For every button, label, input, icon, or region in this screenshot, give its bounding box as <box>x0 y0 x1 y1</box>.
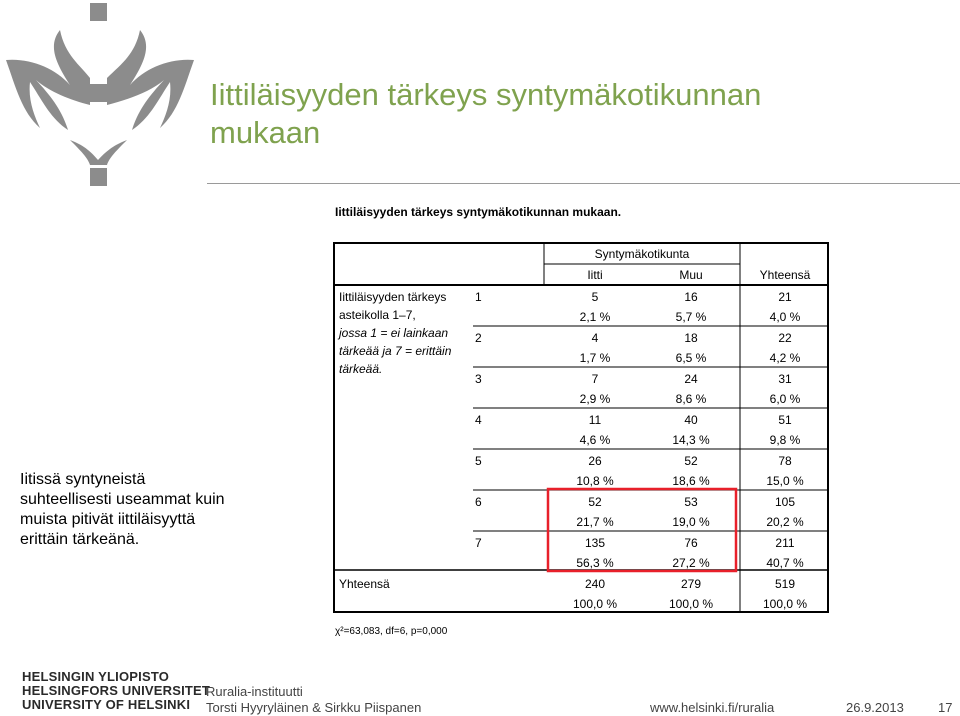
cell-iitti-pct: 1,7 % <box>579 351 611 365</box>
university-wordmark <box>22 670 210 712</box>
slide-title <box>210 76 930 152</box>
cell-muu-count: 18 <box>684 331 698 345</box>
university-name-sv: HELSINGFORS UNIVERSITET <box>22 683 211 698</box>
cell-iitti-count: 52 <box>588 495 602 509</box>
total-iitti-pct: 100,0 % <box>572 597 618 611</box>
chi-square-note: χ²=63,083, df=6, p=0,000 <box>335 626 448 637</box>
cell-total-pct: 4,0 % <box>769 310 801 324</box>
side-text-line: Iitissä syntyneistä <box>20 471 146 488</box>
col-header-iitti: Iitti <box>587 268 603 282</box>
total-total-pct: 100,0 % <box>762 597 808 611</box>
row-label-line: jossa 1 = ei lainkaan <box>339 326 449 340</box>
group-header: Syntymäkotikunta <box>594 247 690 261</box>
scale-value: 5 <box>475 454 482 468</box>
footer-url: www.helsinki.fi/ruralia <box>650 700 775 715</box>
total-total-count: 519 <box>774 577 796 591</box>
cell-muu-pct: 18,6 % <box>672 474 710 488</box>
side-text <box>20 470 250 550</box>
side-text-line: suhteellisesti useammat kuin <box>20 491 225 508</box>
cell-total-count: 31 <box>778 372 792 386</box>
cell-iitti-count: 26 <box>588 454 602 468</box>
cell-muu-count: 52 <box>684 454 698 468</box>
cell-muu-pct: 27,2 % <box>672 556 710 570</box>
col-header-total: Yhteensä <box>759 268 811 282</box>
row-variable-label <box>337 290 452 376</box>
row-label-line: tärkeää. <box>339 362 383 376</box>
university-name-en: UNIVERSITY OF HELSINKI <box>22 697 191 712</box>
cell-muu-count: 16 <box>684 290 698 304</box>
cell-total-count: 22 <box>778 331 792 345</box>
cell-iitti-count: 11 <box>588 413 602 427</box>
scale-value: 3 <box>475 372 482 386</box>
cell-iitti-pct: 56,3 % <box>576 556 614 570</box>
table-caption: Iittiläisyyden tärkeys syntymäkotikunnan mukaan. <box>335 205 622 219</box>
scale-value: 1 <box>475 290 482 304</box>
total-muu-pct: 100,0 % <box>668 597 714 611</box>
footer-authors: Torsti Hyyryläinen & Sirkku Piispanen <box>206 700 422 715</box>
scale-value: 2 <box>475 331 482 345</box>
scale-value: 4 <box>475 413 482 427</box>
col-header-muu: Muu <box>679 268 703 282</box>
slide-title-line-2: mukaan <box>210 115 321 150</box>
university-name-fi: HELSINGIN YLIOPISTO <box>22 669 170 684</box>
cell-iitti-pct: 2,1 % <box>579 310 611 324</box>
cell-iitti-pct: 2,9 % <box>579 392 611 406</box>
crosstab-table <box>333 242 829 613</box>
row-label-line: asteikolla 1–7, <box>339 308 416 322</box>
cell-iitti-pct: 21,7 % <box>576 515 614 529</box>
cell-muu-count: 40 <box>684 413 698 427</box>
total-iitti-count: 240 <box>584 577 606 591</box>
side-text-line: erittäin tärkeänä. <box>20 531 140 548</box>
cell-muu-pct: 14,3 % <box>672 433 710 447</box>
cell-iitti-count: 135 <box>584 536 606 550</box>
cell-muu-count: 24 <box>684 372 698 386</box>
total-muu-count: 279 <box>680 577 702 591</box>
cell-iitti-pct: 10,8 % <box>576 474 614 488</box>
cell-total-count: 51 <box>778 413 792 427</box>
title-divider <box>207 183 960 184</box>
cell-total-pct: 4,2 % <box>769 351 801 365</box>
cell-total-pct: 9,8 % <box>769 433 801 447</box>
cell-total-pct: 6,0 % <box>769 392 801 406</box>
cell-iitti-pct: 4,6 % <box>579 433 611 447</box>
cell-muu-count: 76 <box>684 536 698 550</box>
cell-muu-pct: 5,7 % <box>675 310 707 324</box>
cell-muu-pct: 6,5 % <box>675 351 707 365</box>
cell-iitti-count: 7 <box>591 372 599 386</box>
cell-iitti-count: 4 <box>591 331 599 345</box>
cell-muu-pct: 19,0 % <box>672 515 710 529</box>
side-text-line: muista pitivät iittiläisyyttä <box>20 511 196 528</box>
scale-value: 7 <box>475 536 482 550</box>
cell-muu-count: 53 <box>684 495 698 509</box>
row-label-line: Iittiläisyyden tärkeys <box>339 290 447 304</box>
cell-total-pct: 20,2 % <box>766 515 804 529</box>
cell-total-count: 105 <box>774 495 796 509</box>
page-number: 17 <box>938 700 953 715</box>
row-label-line: tärkeää ja 7 = erittäin <box>339 344 452 358</box>
footer-date: 26.9.2013 <box>846 700 904 715</box>
slide-title-line-1: Iittiläisyyden tärkeys syntymäkotikunnan <box>210 77 762 112</box>
footer-institute: Ruralia-instituutti <box>206 684 303 699</box>
university-flame-logo <box>0 0 200 190</box>
cell-muu-pct: 8,6 % <box>675 392 707 406</box>
cell-total-count: 21 <box>778 290 792 304</box>
scale-value: 6 <box>475 495 482 509</box>
cell-iitti-count: 5 <box>591 290 599 304</box>
cell-total-count: 78 <box>778 454 792 468</box>
cell-total-pct: 40,7 % <box>766 556 804 570</box>
cell-total-count: 211 <box>775 536 795 550</box>
cell-total-pct: 15,0 % <box>766 474 804 488</box>
total-row-label: Yhteensä <box>339 577 390 591</box>
